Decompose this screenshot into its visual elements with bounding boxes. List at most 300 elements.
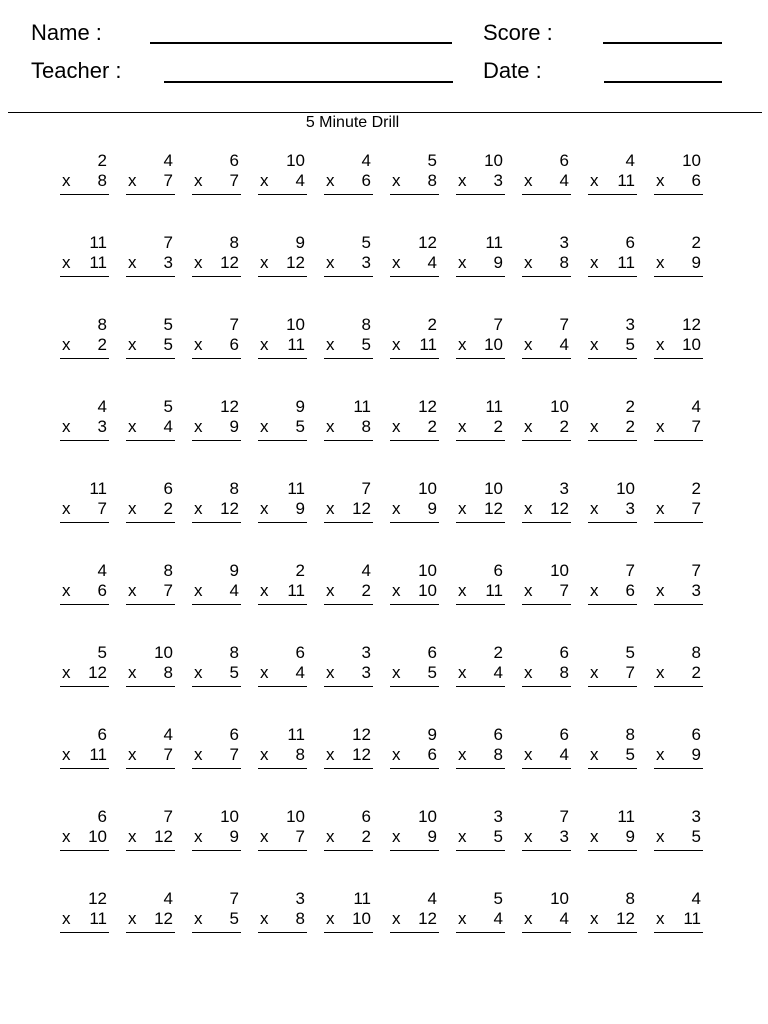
multiplicand: 4	[163, 889, 173, 908]
multiplicand: 11	[617, 807, 635, 826]
answer-line[interactable]	[60, 194, 109, 195]
answer-line[interactable]	[60, 276, 109, 277]
answer-line[interactable]	[456, 932, 505, 933]
answer-line[interactable]	[654, 276, 703, 277]
answer-line[interactable]	[258, 850, 307, 851]
multiplier: 5	[625, 745, 635, 764]
answer-line[interactable]	[654, 604, 703, 605]
answer-line[interactable]	[192, 768, 241, 769]
multiply-sign: x	[62, 909, 71, 928]
multiplier: 2	[625, 417, 635, 436]
answer-line[interactable]	[258, 522, 307, 523]
multiplier: 7	[229, 745, 239, 764]
multiply-sign: x	[590, 499, 599, 518]
multiply-sign: x	[656, 171, 665, 190]
multiplier: 5	[625, 335, 635, 354]
answer-line[interactable]	[60, 850, 109, 851]
answer-line[interactable]	[588, 358, 637, 359]
multiply-sign: x	[392, 417, 401, 436]
problem	[588, 724, 637, 806]
multiply-sign: x	[656, 499, 665, 518]
answer-line[interactable]	[456, 686, 505, 687]
score-label: Score :	[483, 20, 553, 45]
problem	[126, 314, 175, 396]
multiplicand: 6	[361, 807, 371, 826]
multiply-sign: x	[326, 171, 335, 190]
answer-line[interactable]	[456, 768, 505, 769]
multiplier: 3	[691, 581, 701, 600]
problem-row	[60, 642, 720, 724]
problem	[258, 806, 307, 888]
answer-line[interactable]	[390, 768, 439, 769]
multiplicand: 8	[229, 643, 239, 662]
multiplier: 8	[361, 417, 371, 436]
answer-line[interactable]	[522, 850, 571, 851]
multiplier: 4	[559, 909, 569, 928]
answer-line[interactable]	[654, 440, 703, 441]
multiplier: 6	[361, 171, 371, 190]
multiplier: 10	[88, 827, 107, 846]
answer-line[interactable]	[126, 768, 175, 769]
multiplicand: 12	[682, 315, 701, 334]
problem	[126, 724, 175, 806]
problem	[192, 396, 241, 478]
multiplier: 4	[559, 745, 569, 764]
problem-grid	[60, 150, 720, 970]
problem	[126, 478, 175, 560]
answer-line[interactable]	[588, 604, 637, 605]
answer-line[interactable]	[258, 686, 307, 687]
answer-line[interactable]	[654, 768, 703, 769]
answer-line[interactable]	[456, 194, 505, 195]
answer-line[interactable]	[126, 358, 175, 359]
problem	[522, 806, 571, 888]
answer-line[interactable]	[654, 358, 703, 359]
multiplier: 8	[427, 171, 437, 190]
multiply-sign: x	[128, 335, 137, 354]
multiply-sign: x	[128, 581, 137, 600]
problem-row	[60, 724, 720, 806]
multiplicand: 4	[427, 889, 437, 908]
multiplier: 6	[691, 171, 701, 190]
multiplicand: 3	[559, 233, 569, 252]
multiplier: 2	[361, 827, 371, 846]
answer-line[interactable]	[654, 522, 703, 523]
multiplicand: 10	[550, 397, 569, 416]
multiplier: 2	[97, 335, 107, 354]
answer-line[interactable]	[324, 686, 373, 687]
answer-line[interactable]	[60, 604, 109, 605]
problem	[60, 396, 109, 478]
problem	[60, 232, 109, 314]
problem	[522, 396, 571, 478]
answer-line[interactable]	[588, 850, 637, 851]
answer-line[interactable]	[522, 768, 571, 769]
answer-line[interactable]	[522, 522, 571, 523]
answer-line[interactable]	[192, 932, 241, 933]
answer-line[interactable]	[456, 522, 505, 523]
problem	[192, 232, 241, 314]
answer-line[interactable]	[588, 768, 637, 769]
multiply-sign: x	[260, 827, 269, 846]
answer-line[interactable]	[522, 604, 571, 605]
multiplicand: 10	[550, 561, 569, 580]
problem	[126, 396, 175, 478]
answer-line[interactable]	[390, 522, 439, 523]
multiplicand: 9	[427, 725, 437, 744]
multiplicand: 2	[493, 643, 503, 662]
multiplier: 5	[427, 663, 437, 682]
multiplier: 11	[89, 909, 107, 928]
answer-line[interactable]	[258, 768, 307, 769]
multiply-sign: x	[326, 827, 335, 846]
answer-line[interactable]	[60, 932, 109, 933]
multiplicand: 12	[352, 725, 371, 744]
multiplier: 11	[89, 745, 107, 764]
multiplicand: 12	[418, 397, 437, 416]
problem	[192, 478, 241, 560]
answer-line[interactable]	[456, 358, 505, 359]
multiplier: 12	[550, 499, 569, 518]
problem	[390, 806, 439, 888]
problem	[324, 314, 373, 396]
multiplicand: 10	[220, 807, 239, 826]
multiplicand: 6	[97, 725, 107, 744]
problem	[324, 150, 373, 232]
answer-line[interactable]	[522, 276, 571, 277]
problem	[654, 560, 703, 642]
multiplicand: 10	[616, 479, 635, 498]
multiplier: 12	[154, 827, 173, 846]
problem	[390, 478, 439, 560]
multiply-sign: x	[260, 581, 269, 600]
multiply-sign: x	[524, 663, 533, 682]
answer-line[interactable]	[654, 194, 703, 195]
multiplier: 5	[163, 335, 173, 354]
answer-line[interactable]	[522, 440, 571, 441]
problem	[258, 724, 307, 806]
multiplicand: 6	[163, 479, 173, 498]
answer-line[interactable]	[522, 358, 571, 359]
multiplicand: 5	[493, 889, 503, 908]
multiplicand: 4	[97, 397, 107, 416]
multiplicand: 8	[229, 233, 239, 252]
multiplier: 4	[493, 909, 503, 928]
multiplicand: 10	[484, 151, 503, 170]
multiplier: 12	[154, 909, 173, 928]
multiplicand: 5	[361, 233, 371, 252]
answer-line[interactable]	[390, 604, 439, 605]
multiplier: 9	[691, 745, 701, 764]
multiply-sign: x	[392, 827, 401, 846]
problem	[456, 806, 505, 888]
answer-line[interactable]	[390, 276, 439, 277]
multiplicand: 3	[691, 807, 701, 826]
answer-line[interactable]	[324, 522, 373, 523]
multiply-sign: x	[194, 745, 203, 764]
problem	[192, 150, 241, 232]
multiply-sign: x	[128, 417, 137, 436]
multiplier: 5	[229, 909, 239, 928]
answer-line[interactable]	[588, 686, 637, 687]
multiplier: 12	[352, 745, 371, 764]
problem	[126, 560, 175, 642]
answer-line[interactable]	[588, 522, 637, 523]
multiply-sign: x	[392, 499, 401, 518]
multiplicand: 8	[691, 643, 701, 662]
answer-line[interactable]	[60, 768, 109, 769]
answer-line[interactable]	[126, 686, 175, 687]
problem	[126, 888, 175, 970]
multiply-sign: x	[260, 499, 269, 518]
answer-line[interactable]	[324, 358, 373, 359]
problem-row	[60, 150, 720, 232]
answer-line[interactable]	[456, 850, 505, 851]
problem	[60, 314, 109, 396]
multiply-sign: x	[392, 909, 401, 928]
multiplicand: 10	[418, 561, 437, 580]
answer-line[interactable]	[258, 358, 307, 359]
multiplier: 7	[163, 171, 173, 190]
multiplicand: 4	[97, 561, 107, 580]
problem	[258, 888, 307, 970]
multiply-sign: x	[458, 745, 467, 764]
problem	[456, 642, 505, 724]
answer-line[interactable]	[456, 276, 505, 277]
multiplicand: 3	[559, 479, 569, 498]
answer-line[interactable]	[588, 932, 637, 933]
answer-line[interactable]	[126, 276, 175, 277]
answer-line[interactable]	[522, 932, 571, 933]
multiplicand: 9	[295, 233, 305, 252]
problem	[654, 888, 703, 970]
multiplier: 9	[295, 499, 305, 518]
answer-line[interactable]	[258, 194, 307, 195]
answer-line[interactable]	[126, 604, 175, 605]
problem	[192, 724, 241, 806]
answer-line[interactable]	[588, 194, 637, 195]
answer-line[interactable]	[456, 440, 505, 441]
multiplier: 10	[682, 335, 701, 354]
answer-line[interactable]	[588, 440, 637, 441]
problem	[126, 150, 175, 232]
answer-line[interactable]	[522, 194, 571, 195]
problem	[60, 642, 109, 724]
multiplicand: 8	[625, 725, 635, 744]
problem	[588, 478, 637, 560]
multiplier: 8	[97, 171, 107, 190]
answer-line[interactable]	[60, 440, 109, 441]
problem	[456, 724, 505, 806]
multiply-sign: x	[260, 909, 269, 928]
answer-line[interactable]	[390, 194, 439, 195]
multiplicand: 5	[625, 643, 635, 662]
answer-line[interactable]	[192, 850, 241, 851]
problem	[522, 642, 571, 724]
problem-row	[60, 478, 720, 560]
answer-line[interactable]	[390, 358, 439, 359]
multiplier: 7	[295, 827, 305, 846]
multiplier: 7	[559, 581, 569, 600]
multiplier: 11	[683, 909, 701, 928]
multiply-sign: x	[458, 663, 467, 682]
multiplier: 11	[485, 581, 503, 600]
answer-line[interactable]	[456, 604, 505, 605]
answer-line[interactable]	[324, 850, 373, 851]
multiply-sign: x	[590, 581, 599, 600]
answer-line[interactable]	[324, 194, 373, 195]
multiplicand: 6	[559, 643, 569, 662]
multiplier: 10	[352, 909, 371, 928]
multiplicand: 2	[427, 315, 437, 334]
problem	[126, 642, 175, 724]
answer-line[interactable]	[324, 440, 373, 441]
answer-line[interactable]	[126, 850, 175, 851]
answer-line[interactable]	[192, 440, 241, 441]
multiply-sign: x	[524, 581, 533, 600]
answer-line[interactable]	[192, 604, 241, 605]
multiply-sign: x	[326, 663, 335, 682]
problem	[588, 232, 637, 314]
multiply-sign: x	[260, 253, 269, 272]
answer-line[interactable]	[654, 686, 703, 687]
multiplicand: 6	[229, 151, 239, 170]
answer-line[interactable]	[192, 686, 241, 687]
problem	[60, 150, 109, 232]
answer-line[interactable]	[654, 932, 703, 933]
problem	[390, 724, 439, 806]
multiply-sign: x	[656, 745, 665, 764]
answer-line[interactable]	[258, 440, 307, 441]
problem-row	[60, 314, 720, 396]
problem-row	[60, 560, 720, 642]
multiply-sign: x	[656, 827, 665, 846]
multiplicand: 11	[485, 397, 503, 416]
multiplicand: 4	[361, 561, 371, 580]
multiplicand: 10	[154, 643, 173, 662]
answer-line[interactable]	[60, 686, 109, 687]
answer-line[interactable]	[390, 686, 439, 687]
answer-line[interactable]	[324, 276, 373, 277]
multiplier: 2	[493, 417, 503, 436]
multiply-sign: x	[392, 335, 401, 354]
answer-line[interactable]	[192, 276, 241, 277]
multiplier: 3	[361, 253, 371, 272]
multiplicand: 7	[163, 233, 173, 252]
multiply-sign: x	[326, 253, 335, 272]
multiply-sign: x	[62, 745, 71, 764]
multiplicand: 3	[625, 315, 635, 334]
multiplier: 3	[493, 171, 503, 190]
multiplicand: 5	[163, 397, 173, 416]
multiplier: 3	[163, 253, 173, 272]
problem	[258, 232, 307, 314]
multiply-sign: x	[194, 253, 203, 272]
multiplier: 7	[691, 499, 701, 518]
answer-line[interactable]	[60, 522, 109, 523]
answer-line[interactable]	[126, 522, 175, 523]
multiply-sign: x	[128, 745, 137, 764]
multiplier: 6	[97, 581, 107, 600]
multiply-sign: x	[656, 253, 665, 272]
multiplier: 7	[163, 581, 173, 600]
multiply-sign: x	[260, 745, 269, 764]
multiplier: 12	[286, 253, 305, 272]
multiplier: 5	[229, 663, 239, 682]
multiply-sign: x	[590, 335, 599, 354]
answer-line[interactable]	[126, 932, 175, 933]
answer-line[interactable]	[126, 440, 175, 441]
multiplicand: 9	[295, 397, 305, 416]
multiplicand: 6	[559, 151, 569, 170]
answer-line[interactable]	[390, 440, 439, 441]
problem	[258, 478, 307, 560]
multiplier: 2	[361, 581, 371, 600]
problem	[588, 888, 637, 970]
answer-line[interactable]	[324, 768, 373, 769]
problem	[390, 396, 439, 478]
answer-line[interactable]	[390, 850, 439, 851]
name-blank-line	[150, 42, 452, 44]
answer-line[interactable]	[324, 604, 373, 605]
multiplicand: 10	[682, 151, 701, 170]
multiply-sign: x	[128, 253, 137, 272]
multiplier: 9	[229, 417, 239, 436]
problem	[126, 806, 175, 888]
multiply-sign: x	[392, 253, 401, 272]
answer-line[interactable]	[588, 276, 637, 277]
answer-line[interactable]	[390, 932, 439, 933]
multiply-sign: x	[62, 171, 71, 190]
answer-line[interactable]	[192, 194, 241, 195]
multiplicand: 11	[89, 479, 107, 498]
multiplier: 9	[691, 253, 701, 272]
multiply-sign: x	[656, 581, 665, 600]
problem	[522, 888, 571, 970]
multiplier: 6	[625, 581, 635, 600]
multiplicand: 10	[286, 315, 305, 334]
multiplicand: 7	[559, 315, 569, 334]
answer-line[interactable]	[258, 932, 307, 933]
multiplier: 8	[163, 663, 173, 682]
multiply-sign: x	[656, 909, 665, 928]
answer-line[interactable]	[60, 358, 109, 359]
answer-line[interactable]	[192, 522, 241, 523]
answer-line[interactable]	[522, 686, 571, 687]
multiplicand: 7	[229, 315, 239, 334]
multiply-sign: x	[458, 417, 467, 436]
answer-line[interactable]	[258, 276, 307, 277]
answer-line[interactable]	[324, 932, 373, 933]
multiply-sign: x	[194, 171, 203, 190]
multiplicand: 4	[163, 725, 173, 744]
answer-line[interactable]	[192, 358, 241, 359]
problem	[192, 314, 241, 396]
answer-line[interactable]	[126, 194, 175, 195]
multiplier: 8	[559, 253, 569, 272]
multiplier: 5	[493, 827, 503, 846]
multiplicand: 7	[361, 479, 371, 498]
multiply-sign: x	[392, 663, 401, 682]
score-blank-line	[603, 42, 722, 44]
multiplicand: 11	[353, 397, 371, 416]
answer-line[interactable]	[258, 604, 307, 605]
problem	[522, 724, 571, 806]
multiplicand: 12	[418, 233, 437, 252]
multiply-sign: x	[260, 663, 269, 682]
answer-line[interactable]	[654, 850, 703, 851]
multiplier: 3	[361, 663, 371, 682]
